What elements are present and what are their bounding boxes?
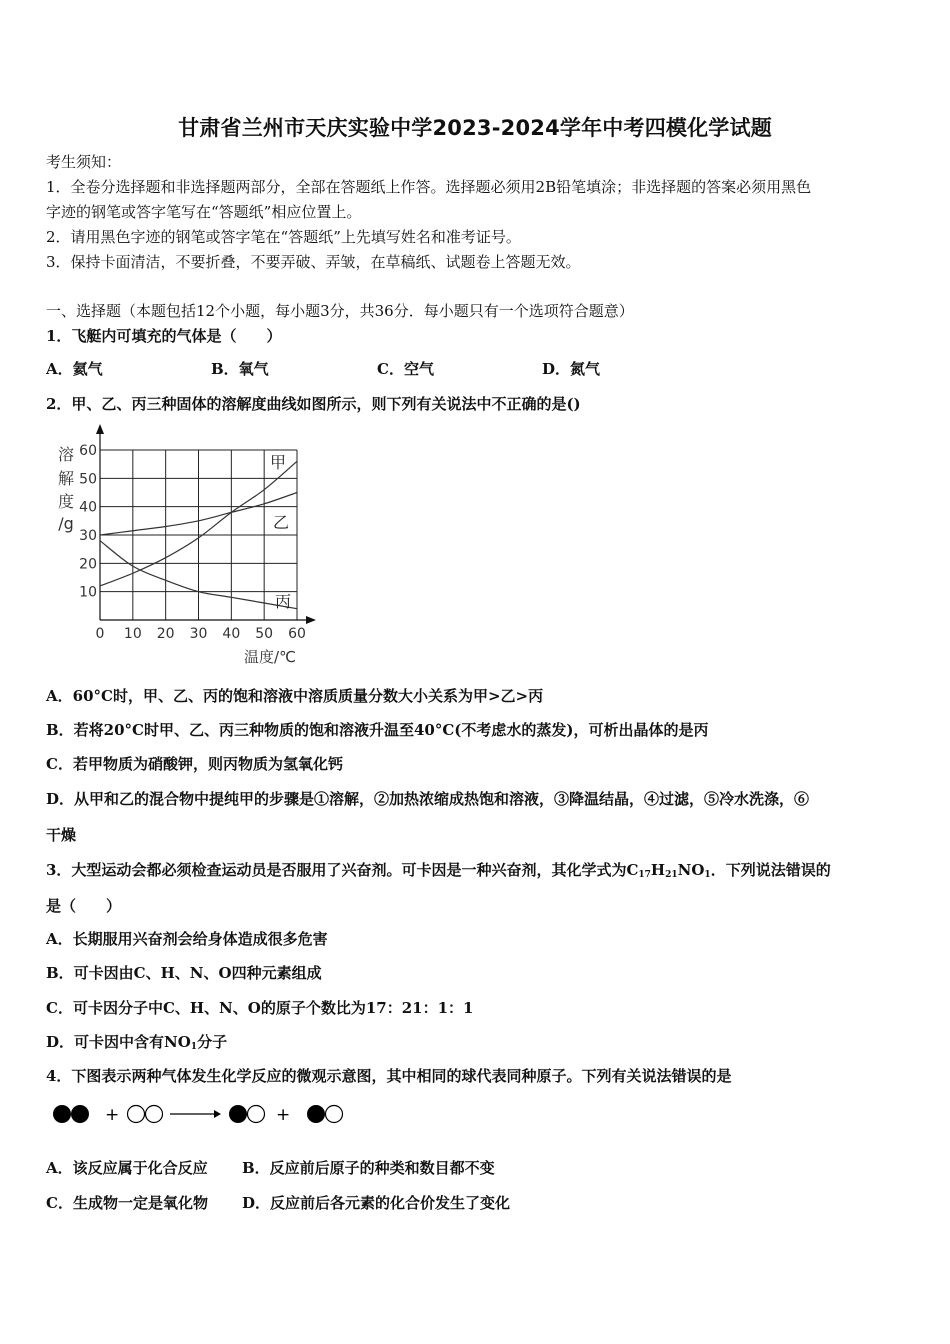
q3-option-b: B．可卡因由C、H、N、O四种元素组成 [46, 964, 322, 982]
q2-option-d-cont: 干燥 [46, 826, 77, 844]
notice-item: 1．全卷分选择题和非选择题两部分，全部在答题纸上作答。选择题必须用2B铅笔填涂；非选择题的答案必须用黑色 [46, 178, 812, 196]
q1-option-b: B．氧气 [211, 360, 269, 378]
y-axis-label: 解 [57, 469, 75, 488]
reactant-white-molecule [128, 1106, 163, 1123]
x-tick-label: 20 [156, 626, 175, 642]
q2-option-a: A．60°C时，甲、乙、丙的饱和溶液中溶质质量分数大小关系为甲>乙>丙 [46, 687, 544, 705]
y-tick-label: 20 [79, 556, 97, 573]
y-tick-label: 10 [79, 584, 97, 601]
q2-option-d: D．从甲和乙的混合物中提纯甲的步骤是①溶解，②加热浓缩成热饱和溶液，③降温结晶，④过滤，⑤冷水洗涤，⑥ [46, 790, 810, 808]
notice-item: 字迹的钢笔或答字笔写在“答题纸”相应位置上。 [46, 203, 362, 221]
q3-option-d: D．可卡因中含有$NO_1$分子 [46, 1033, 228, 1052]
q1-option-c: C．空气 [377, 360, 434, 378]
x-axis-arrow [306, 616, 316, 624]
series-label: 丙 [274, 592, 292, 611]
notice-heading: 考生须知： [46, 153, 122, 171]
y-axis-label: /g [58, 514, 74, 533]
q4-option-a: A．该反应属于化合反应 [46, 1159, 208, 1177]
y-axis-label: 溶 [57, 445, 75, 464]
q2-option-b: B．若将20°C时甲、乙、丙三种物质的饱和溶液升温至40°C(不考虑水的蒸发)，可析出晶体的是丙 [46, 721, 709, 739]
chart-labels [58, 443, 306, 666]
q4-option-b: B．反应前后原子的种类和数目都不变 [242, 1159, 495, 1177]
question-1-stem: 1．飞艇内可填充的气体是（ ） [46, 327, 282, 345]
question-3-stem-cont: 是（ ） [46, 897, 122, 915]
y-tick-label: 50 [79, 471, 97, 488]
series-label: 甲 [269, 453, 287, 472]
question-4-stem: 4．下图表示两种气体发生化学反应的微观示意图，其中相同的球代表同种原子。下列有关说法错误的是 [46, 1067, 732, 1085]
q3-option-a: A．长期服用兴奋剂会给身体造成很多危害 [46, 930, 328, 948]
y-tick-label: 30 [79, 528, 97, 544]
reaction-arrow [170, 1110, 221, 1118]
y-tick-label: 40 [79, 499, 97, 516]
notice-item: 3．保持卡面清洁，不要折叠，不要弄破、弄皱，在草稿纸、试题卷上答题无效。 [46, 253, 581, 271]
x-axis-label: 温度/℃ [244, 648, 296, 666]
series-label: 乙 [272, 513, 290, 532]
plus-sign: + [276, 1105, 291, 1125]
q4-option-c: C．生成物一定是氧化物 [46, 1194, 208, 1212]
product-molecule [307, 1105, 343, 1123]
x-tick-label: 60 [288, 626, 306, 642]
chart-grid [100, 450, 297, 620]
q1-option-d: D．氮气 [542, 360, 601, 378]
x-tick-label: 0 [95, 626, 105, 642]
page-title: 甘肃省兰州市天庆实验中学2023-2024学年中考四模化学试题 [178, 116, 772, 140]
x-tick-label: 50 [255, 626, 274, 642]
x-tick-label: 30 [189, 626, 208, 642]
plus-sign: + [105, 1105, 120, 1125]
question-3-stem: 3．大型运动会都必须检查运动员是否服用了兴奋剂。可卡因是一种兴奋剂，其化学式为$C_{17}H_{21}NO_1$．下列说法错误的 [46, 861, 831, 880]
q4-option-d: D．反应前后各元素的化合价发生了变化 [242, 1194, 511, 1212]
solubility-chart [50, 422, 330, 672]
product-molecule [229, 1105, 265, 1123]
q1-option-a: A．氦气 [46, 360, 103, 378]
reaction-diagram [50, 1100, 360, 1130]
y-axis-arrow [96, 424, 104, 434]
q2-option-c: C．若甲物质为硝酸钾，则丙物质为氢氧化钙 [46, 755, 343, 773]
q3-option-c: C．可卡因分子中C、H、N、O的原子个数比为17：21：1：1 [46, 999, 474, 1017]
notice-item: 2．请用黑色字迹的钢笔或答字笔在“答题纸”上先填写姓名和准考证号。 [46, 228, 521, 246]
y-tick-label: 60 [79, 443, 97, 459]
x-tick-label: 40 [222, 626, 241, 642]
x-tick-label: 10 [123, 626, 142, 642]
y-axis-label: 度 [57, 492, 75, 511]
reactant-black-molecule [53, 1105, 89, 1123]
question-2-stem: 2．甲、乙、丙三种固体的溶解度曲线如图所示，则下列有关说法中不正确的是() [46, 395, 581, 413]
section-heading: 一、选择题（本题包括12个小题，每小题3分，共36分．每小题只有一个选项符合题意） [46, 302, 634, 320]
